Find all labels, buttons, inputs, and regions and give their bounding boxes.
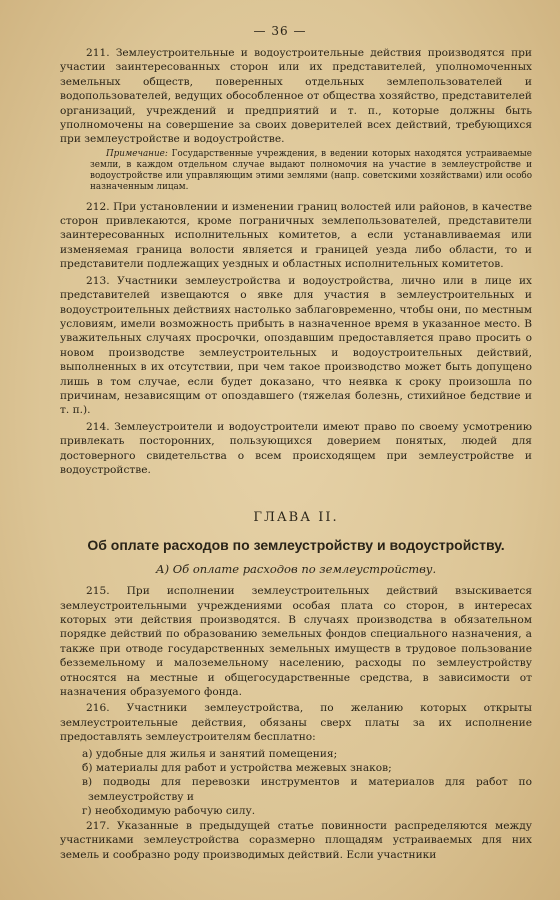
article-212: 212. При установлении и изменении границ волостей или районов, в качестве сторон привлекаются, кроме пограничных землепользователей, представители заинтересованных исполнительных комитетов, а если устанавливаемая или изменяемая граница волости является и границей уезда либо области, то и представители подлежащих уездных и областных исполнительных комитетов. xyxy=(60,200,532,271)
article-217: 217. Указанные в предыдущей статье повинности распределяются между участниками землеустройства соразмерно площадям устраиваемых для них земель и сообразно роду производимых действий. Если участники xyxy=(60,819,532,861)
list-item: в) подводы для перевозки инструментов и материалов для работ по землеустройству и xyxy=(82,776,532,803)
note-block xyxy=(90,149,532,194)
page-body xyxy=(60,46,532,864)
section-title: А) Об оплате расходов по землеустройству. xyxy=(155,561,437,576)
note-text: Государственные учреждения, в ведении которых находятся устраиваемые земли, в каждом отдельном случае выдают полномочия на участие в землеустройстве и водоустройстве или управляющим этими землями (напр. советскими хозяйствами) или особо назначенным лицам. xyxy=(90,148,532,193)
page-number: — 36 — xyxy=(253,24,307,38)
list-item: г) необходимую рабочую силу. xyxy=(82,805,256,818)
list-item: а) удобные для жилья и занятий помещения; xyxy=(82,747,338,760)
note-label: Примечание: xyxy=(106,148,168,159)
list-item: б) материалы для работ и устройства межевых знаков; xyxy=(82,762,392,775)
article-214: 214. Землеустроители и водоустроители имеют право по своему усмотрению привлекать посторонних, пользующихся доверием понятых, людей для достоверного свидетельства о всем происходящем при землеустройстве и водоустройстве. xyxy=(60,420,532,476)
article-211: 211. Землеустроительные и водоустроительные действия производятся при участии заинтересованных сторон или их представителей, уполномоченных земельных обществ, поверенных отдельных землепользователей и водопользователей, ведущих обособленное от общества хозяйство, представителей организаций, учреждений и предприятий и т. п., которые должны быть уполномочены на совершение за своих доверителей всех действий, требующихся при землеустройстве и водоустройстве. xyxy=(60,47,532,146)
chapter-title: Об оплате расходов по землеустройству и водоустройству. xyxy=(87,536,505,553)
article-213: 213. Участники землеустройства и водоустройства, лично или в лице их представителей извещаются о явке для участия в землеустроительных и водоустроительных действиях настолько заблаговременно, чтобы они, по местным условиям, имели возможность прибыть в назначенное время в указанное место. В уважительных случаях просрочки, опоздавшим предоставляется право просить о новом производстве землеустроительных и водоустроительных действий, выполненных в их отсутствии, при чем такое производство может быть допущено лишь в том случае, если будет доказано, что неявка к сроку произошла по причинам, независящим от опоздавшего (тяжелая болезнь, стихийное бедствие и т. п.). xyxy=(60,274,532,417)
article-215: 215. При исполнении землеустроительных действий взыскивается землеустроительными учреждениями особая плата со сторон, в интересах которых эти действия производятся. В случаях производства в обязательном порядке действий по образованию земельных фондов специального назначения, а также при отводе государственных земельных имуществ в трудовое пользование безземельному и малоземельному населению, расходы по землеустройству относятся на местные и общегосударственные средства, в зависимости от назначения образуемого фонда. xyxy=(60,585,532,699)
article-216: 216. Участники землеустройства, по желанию которых открыты землеустроительные действия, обязаны сверх платы за их исполнение предоставлять землеустроителям бесплатно: xyxy=(60,702,532,744)
chapter-number: ГЛАВА II. xyxy=(253,510,339,526)
